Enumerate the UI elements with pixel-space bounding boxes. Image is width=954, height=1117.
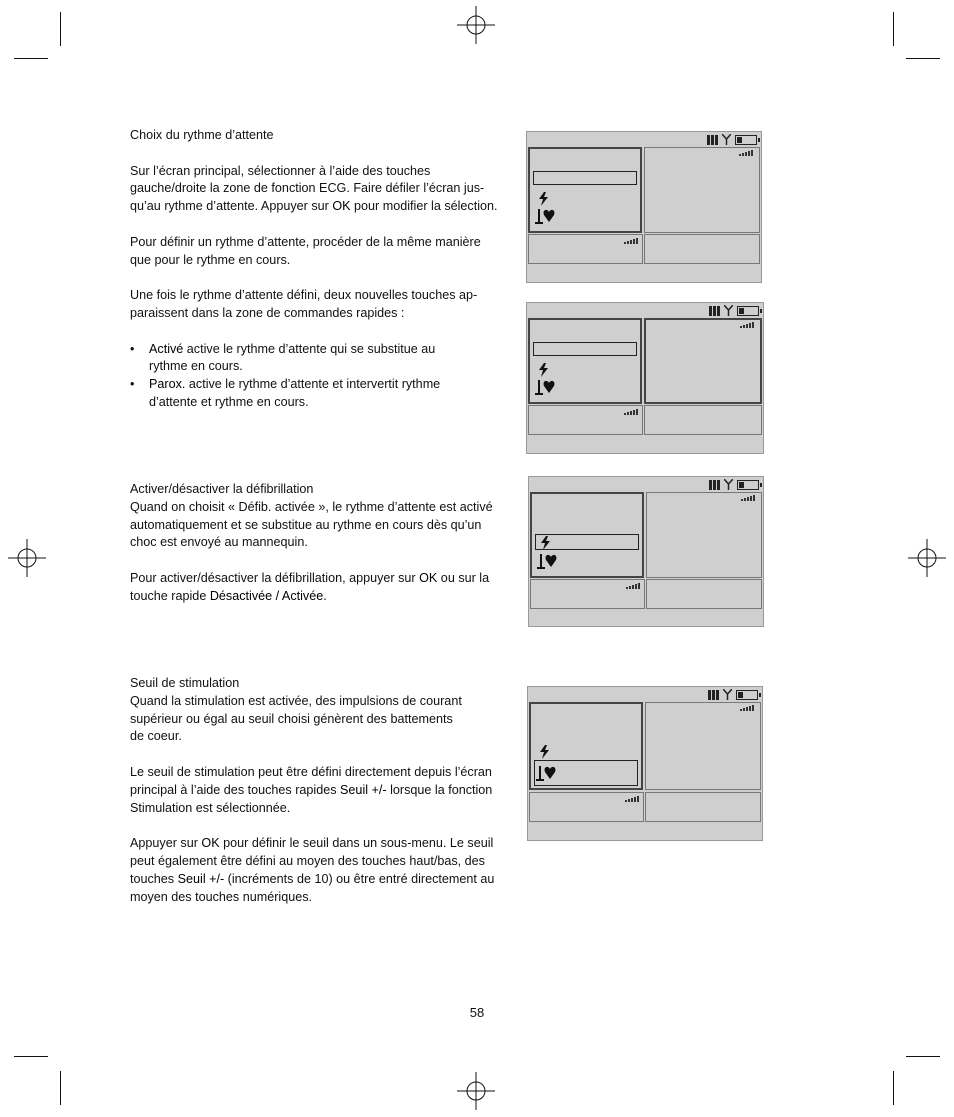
paragraph: Pour activer/désactiver la défibrillation, appuyer sur OK ou sur la touche rapide Désactivée / Activée. xyxy=(130,570,490,603)
key-deactivated-activated: Désactivée / Activée xyxy=(209,588,324,603)
signal-strength-icon xyxy=(739,150,753,156)
defibrillation-bolt-icon xyxy=(538,363,549,377)
paragraph: Une fois le rythme d’attente défini, deux nouvelles touches ap-paraissent dans la zone de commandes rapides : xyxy=(130,288,478,320)
signal-strength-icon xyxy=(625,796,639,802)
paragraph: Le seuil de stimulation peut être défini directement depuis l’écran principal à l’aide des touches rapides Seuil +/- lorsque la fonction Stimulation est sélectionnée. xyxy=(130,764,493,815)
signal-strength-icon xyxy=(624,409,638,415)
ecg-function-pane[interactable] xyxy=(530,492,644,578)
signal-strength-icon xyxy=(626,583,640,589)
quick-keys-left[interactable] xyxy=(529,792,644,822)
key-ok: OK xyxy=(332,199,351,214)
quick-keys-right[interactable] xyxy=(644,405,762,435)
signal-strength-icon xyxy=(740,705,754,711)
antenna-icon xyxy=(723,689,732,700)
selection-box xyxy=(533,342,637,356)
registration-mark-icon xyxy=(8,539,46,577)
crop-mark xyxy=(60,1071,61,1105)
status-bar xyxy=(708,689,758,700)
paragraph: Pour définir un rythme d’attente, procéder de la même manière que pour le rythme en cours. xyxy=(130,234,481,267)
key-parox: Parox. xyxy=(149,377,186,392)
quick-keys-left[interactable] xyxy=(528,405,643,435)
signal-strength-icon xyxy=(624,238,638,244)
battery-icon xyxy=(737,306,759,316)
quick-keys-right[interactable] xyxy=(646,579,762,609)
pacing-heart-icon xyxy=(534,207,558,225)
paragraph: Appuyer sur OK pour définir le seuil dans un sous-menu. Le seuil peut également être défini au moyen des touches haut/bas, des touches Seuil +/- (incréments de 10) ou être entré directement au moyen des touches numériques. xyxy=(130,836,495,904)
device-screen-1 xyxy=(526,131,762,283)
antenna-icon xyxy=(724,305,733,316)
battery-indicator-icon xyxy=(709,480,720,490)
paragraph: Quand on choisit « Défib. activée », le rythme d’attente est activé automatiquement et se substitue au rythme en cours dès qu’un choc est envoyé au mannequin. xyxy=(130,499,493,550)
page-number: 58 xyxy=(469,1005,485,1020)
key-threshold: Seuil +/- xyxy=(177,871,225,886)
key-threshold: Seuil +/- xyxy=(340,782,387,797)
device-screen-4 xyxy=(527,686,763,841)
device-screen-2 xyxy=(526,302,764,454)
defibrillation-bolt-icon xyxy=(539,745,550,759)
signal-strength-icon xyxy=(741,495,755,501)
list-item: • Activé active le rythme d’attente qui se substitue au rythme en cours. xyxy=(130,341,436,374)
crop-mark xyxy=(14,58,48,59)
key-ok: OK xyxy=(419,570,438,585)
battery-icon xyxy=(737,480,759,490)
crop-mark xyxy=(906,58,940,59)
crop-mark xyxy=(893,12,894,46)
antenna-icon xyxy=(724,479,733,490)
defibrillation-bolt-icon xyxy=(538,192,549,206)
display-pane xyxy=(644,318,762,404)
battery-icon xyxy=(735,135,757,145)
status-bar xyxy=(707,134,757,145)
antenna-icon xyxy=(722,134,731,145)
ecg-function-pane[interactable] xyxy=(529,702,643,790)
battery-icon xyxy=(736,690,758,700)
status-bar xyxy=(709,305,759,316)
section-heading: Seuil de stimulation xyxy=(130,676,240,690)
pacing-heart-icon xyxy=(535,764,559,782)
quick-keys-right[interactable] xyxy=(645,792,761,822)
battery-indicator-icon xyxy=(708,690,719,700)
paragraph: Sur l’écran principal, sélectionner à l’aide des touches gauche/droite la zone de fonction ECG. Faire défiler l’écran jus-qu’au rythme d’attente. Appuyer sur OK pour modifier la sélection. xyxy=(130,163,498,214)
ecg-function-pane[interactable] xyxy=(528,318,642,404)
section-defibrillation xyxy=(130,481,500,606)
list-item: • Parox. active le rythme d’attente et intervertit rythme d’attente et rythme en cours. xyxy=(130,377,441,409)
defibrillation-bolt-icon xyxy=(540,536,551,550)
section-standby-rhythm xyxy=(130,127,500,412)
selection-box xyxy=(533,171,637,185)
crop-mark xyxy=(893,1071,894,1105)
pacing-heart-icon xyxy=(534,378,558,396)
quick-keys-right[interactable] xyxy=(644,234,760,264)
status-bar xyxy=(709,479,759,490)
pacing-heart-icon xyxy=(536,552,560,570)
registration-mark-icon xyxy=(457,6,495,44)
ecg-function-pane[interactable] xyxy=(528,147,642,233)
registration-mark-icon xyxy=(457,1072,495,1110)
section-heading: Activer/désactiver la défibrillation xyxy=(130,482,314,496)
crop-mark xyxy=(906,1056,940,1057)
quick-keys-left[interactable] xyxy=(530,579,645,609)
paragraph: Quand la stimulation est activée, des impulsions de courant supérieur ou égal au seuil choisi génèrent des battements de coeur. xyxy=(130,693,462,744)
registration-mark-icon xyxy=(908,539,946,577)
quick-keys-left[interactable] xyxy=(528,234,643,264)
device-screen-3 xyxy=(528,476,764,627)
key-active: Activé xyxy=(149,341,184,356)
display-pane xyxy=(645,702,761,790)
crop-mark xyxy=(60,12,61,46)
battery-indicator-icon xyxy=(707,135,718,145)
section-pacing-threshold xyxy=(130,675,500,906)
display-pane xyxy=(646,492,762,578)
section-heading: Choix du rythme d’attente xyxy=(130,128,274,142)
signal-strength-icon xyxy=(740,322,754,328)
display-pane xyxy=(644,147,760,233)
battery-indicator-icon xyxy=(709,306,720,316)
crop-mark xyxy=(14,1056,48,1057)
key-ok: OK xyxy=(201,836,220,851)
